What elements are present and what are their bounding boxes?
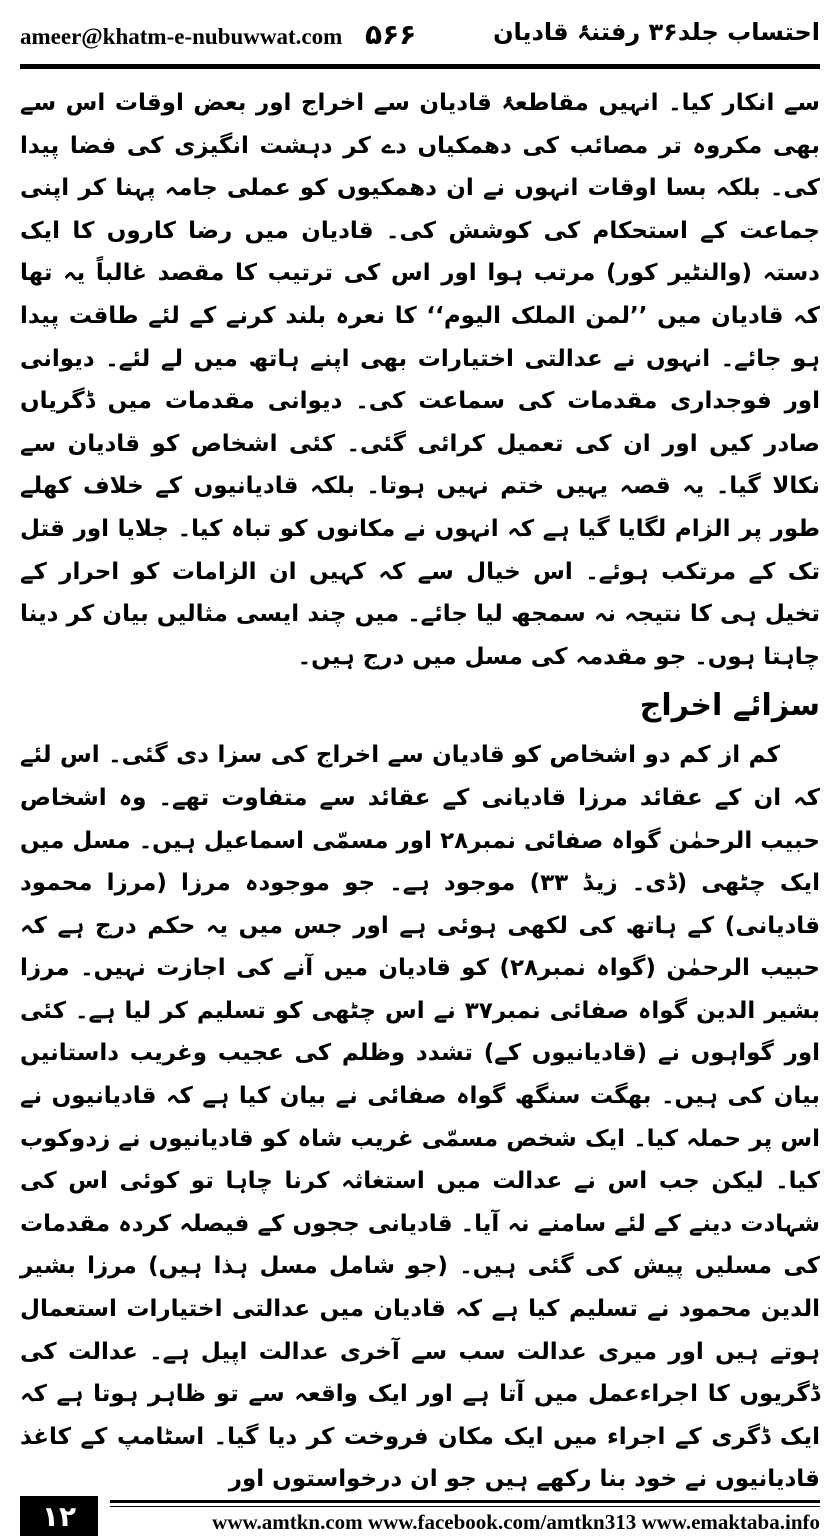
header-page-number: ۵۶۶ xyxy=(365,18,417,51)
header-email: ameer@khatm-e-nubuwwat.com xyxy=(20,24,343,49)
page-body xyxy=(20,82,820,1501)
footer-divider xyxy=(110,1500,820,1503)
footer-links: www.amtkn.com www.facebook.com/amtkn313 www.emaktaba.info xyxy=(212,1510,820,1534)
footer-divider-thin xyxy=(110,1506,820,1507)
header-running-title: احتساب جلد۳۶ رفتنۂ قادیان xyxy=(493,18,820,46)
header-divider xyxy=(20,64,820,69)
section-heading: سزائے اخراج xyxy=(639,688,820,724)
footer-page-badge: ۱۲ xyxy=(20,1496,98,1536)
body-paragraph: سے انکار کیا۔ انہیں مقاطعۂ قادیان سے اخراج اور بعض اوقات اس سے بھی مکروہ تر مصائب کی دھمکیاں دے کر دہشت انگیزی کی فضا پیدا کی۔ بلکہ بسا اوقات انہوں نے ان دھمکیوں کو عملی جامہ پہنا کر اپنی جماعت کے استحکام کی کوشش کی۔ قادیان میں رضا کاروں کا ایک دستہ (والنٹیر کور) مرتب ہوا اور اس کی ترتیب کا مقصد غالباً یہ تھا کہ قادیان میں ’’لمن الملک الیوم‘‘ کا نعرہ بلند کرنے کے لئے طاقت پیدا ہو جائے۔ انہوں نے عدالتی اختیارات بھی اپنے ہاتھ میں لے لئے۔ دیوانی اور فوجداری مقدمات کی سماعت کی۔ دیوانی مقدمات میں ڈگریاں صادر کیں اور ان کی تعمیل کرائی گئی۔ کئی اشخاص کو قادیان سے نکالا گیا۔ یہ قصہ یہیں ختم نہیں ہوتا۔ بلکہ قادیانیوں کے خلاف کھلے طور پر الزام لگایا گیا ہے کہ انہوں نے مکانوں کو تباہ کیا۔ جلایا اور قتل تک کے مرتکب ہوئے۔ اس خیال سے کہ کہیں ان الزامات کو احرار کے تخیل ہی کا نتیجہ نہ سمجھ لیا جائے۔ میں چند ایسی مثالیں بیان کر دینا چاہتا ہوں۔ جو مقدمہ کی مسل میں درج ہیں۔ xyxy=(20,90,820,670)
page-header xyxy=(20,10,820,56)
body-paragraph: کم از کم دو اشخاص کو قادیان سے اخراج کی سزا دی گئی۔ اس لئے کہ ان کے عقائد مرزا قادیانی کے عقائد سے متفاوت تھے۔ وہ اشخاص حبیب الرحمٰن گواہ صفائی نمبر۲۸ اور مسمّی اسماعیل ہیں۔ مسل میں ایک چٹھی (ڈی۔ زیڈ ۳۳) موجود ہے۔ جو موجودہ مرزا (مرزا محمود قادیانی) کے ہاتھ کی لکھی ہوئی ہے اور جس میں یہ حکم درج ہے کہ حبیب الرحمٰن (گواہ نمبر۲۸) کو قادیان میں آنے کی اجازت نہیں۔ مرزا بشیر الدین گواہ صفائی نمبر۳۷ نے اس چٹھی کو تسلیم کر لیا ہے۔ کئی اور گواہوں نے (قادیانیوں کے) تشدد وظلم کی عجیب وغریب داستانیں بیان کی ہیں۔ بھگت سنگھ گواہ صفائی نے بیان کیا ہے کہ قادیانیوں نے اس پر حملہ کیا۔ ایک شخص مسمّی غریب شاہ کو قادیانیوں نے زدوکوب کیا۔ لیکن جب اس نے عدالت میں استغاثہ کرنا چاہا تو کوئی اس کی شہادت دینے کے لئے سامنے نہ آیا۔ قادیانی ججوں کے فیصلہ کردہ مقدمات کی مسلیں پیش کی گئی ہیں۔ (جو شامل مسل ہذا ہیں) مرزا بشیر الدین محمود نے تسلیم کیا ہے کہ قادیان میں عدالتی اختیارات استعمال ہوتے ہیں اور میری عدالت سب سے آخری عدالت اپیل ہے۔ عدالت کی ڈگریوں کا اجراءعمل میں آتا ہے اور ایک واقعہ سے تو ظاہر ہوتا ہے کہ ایک ڈگری کے اجراء میں ایک مکان فروخت کر دیا گیا۔ اسٹامپ کے کاغذ قادیانیوں نے خود بنا رکھے ہیں جو ان درخواستوں اور xyxy=(20,742,821,1493)
